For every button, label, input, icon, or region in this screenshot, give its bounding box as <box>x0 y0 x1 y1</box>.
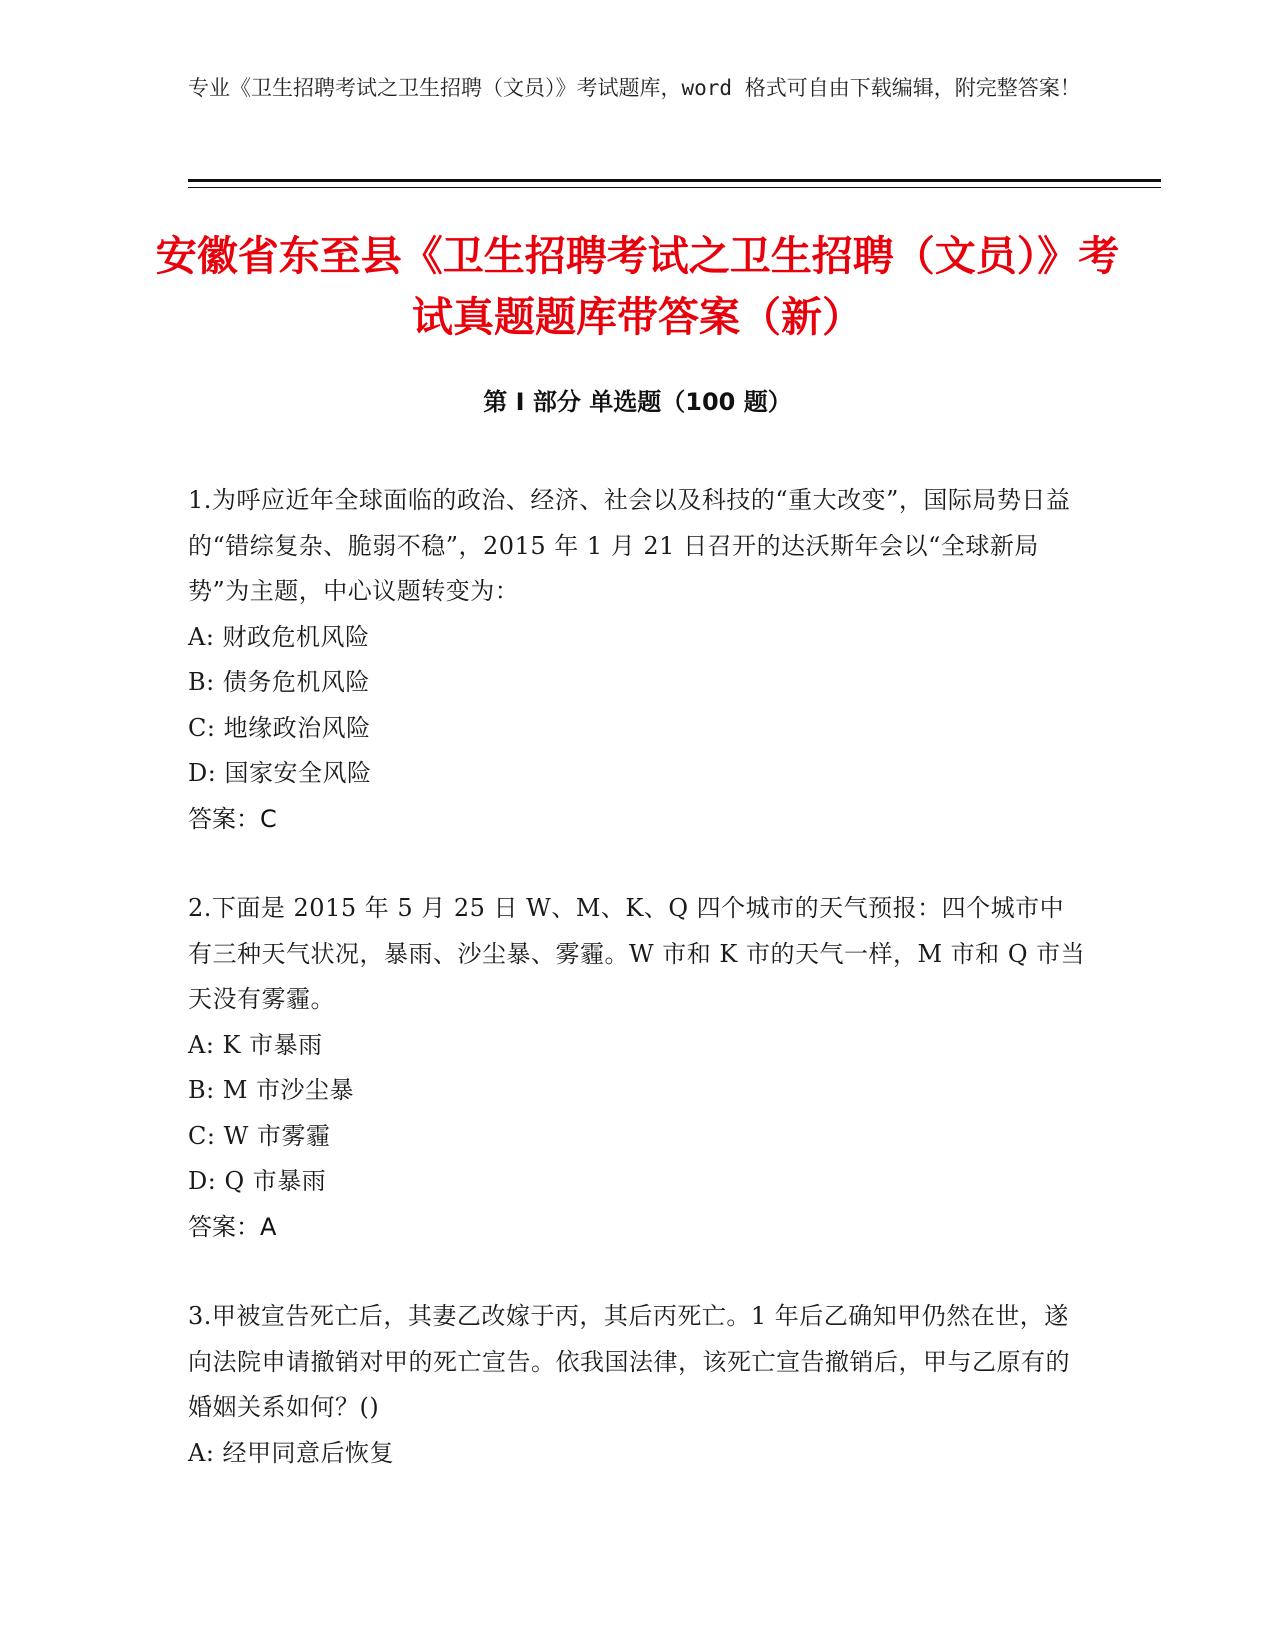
question-list <box>188 478 1088 1520</box>
option-c: C: 地缘政治风险 <box>188 713 371 742</box>
question-stem: 2.下面是 2015 年 5 月 25 日 W、M、K、Q 四个城市的天气预报：四个城市中有三种天气状况，暴雨、沙尘暴、雾霾。W 市和 K 市的天气一样，M 市和 Q 市当天没有雾霾。 <box>188 894 1086 1013</box>
option-d: D: 国家安全风险 <box>188 759 372 787</box>
option-a: A: 经甲同意后恢复 <box>188 1438 395 1467</box>
document-title: 安徽省东至县《卫生招聘考试之卫生招聘（文员）》考试真题题库带答案（新） <box>155 232 1120 341</box>
option-b: B: 债务危机风险 <box>188 668 370 696</box>
header-rule-thin <box>188 187 1161 188</box>
question-1 <box>188 478 1088 842</box>
option-c: C: W 市雾霾 <box>188 1121 331 1150</box>
option-a: A: 财政危机风险 <box>188 622 370 651</box>
section-heading: 第 I 部分 单选题（100 题） <box>483 388 792 416</box>
option-a: A: K 市暴雨 <box>188 1030 323 1059</box>
answer: 答案：A <box>188 1212 277 1241</box>
question-stem: 3.甲被宣告死亡后，其妻乙改嫁于丙，其后丙死亡。1 年后乙确知甲仍然在世，遂向法院申请撤销对甲的死亡宣告。依我国法律，该死亡宣告撤销后，甲与乙原有的婚姻关系如何？() <box>188 1302 1070 1421</box>
header-note: 专业《卫生招聘考试之卫生招聘（文员）》考试题库，word 格式可自由下载编辑，附完整答案！ <box>188 76 1081 100</box>
answer: 答案：C <box>188 804 277 833</box>
question-2 <box>188 886 1088 1250</box>
header-rule-thick <box>188 179 1161 182</box>
option-d: D: Q 市暴雨 <box>188 1167 327 1195</box>
option-b: B: M 市沙尘暴 <box>188 1076 355 1104</box>
question-stem: 1.为呼应近年全球面临的政治、经济、社会以及科技的“重大改变”，国际局势日益的“错综复杂、脆弱不稳”，2015 年 1 月 21 日召开的达沃斯年会以“全球新局势”为主题，中心议题转变为： <box>188 486 1071 605</box>
question-3 <box>188 1294 1088 1476</box>
